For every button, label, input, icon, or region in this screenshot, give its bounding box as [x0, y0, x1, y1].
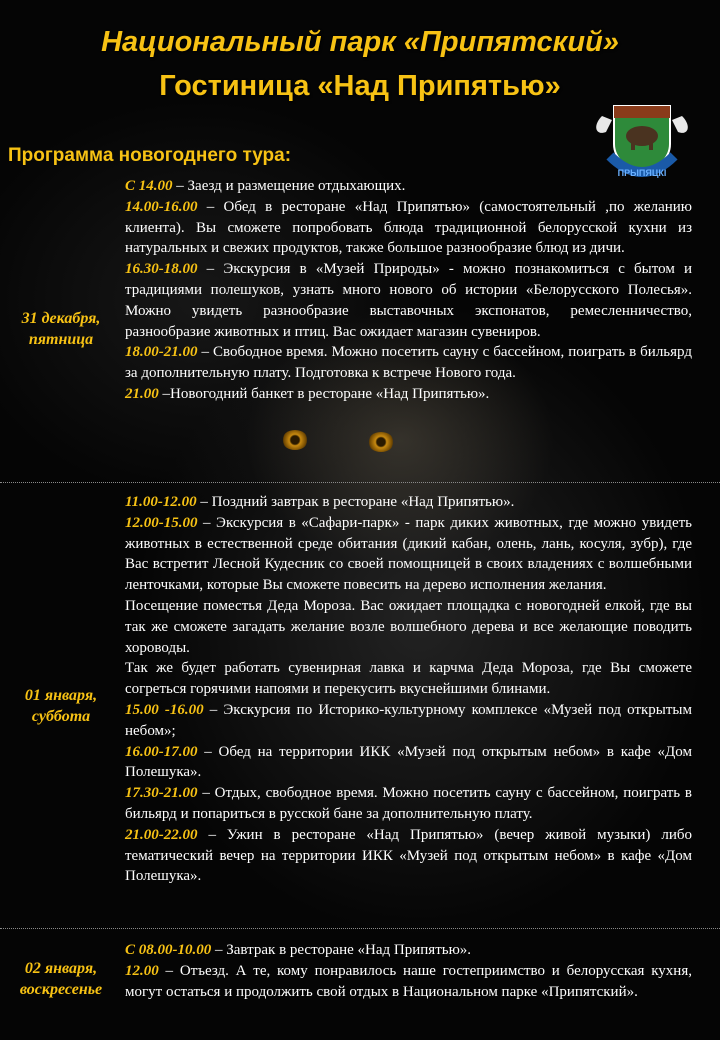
day-label-dec-31: 31 декабря, пятница: [21, 310, 101, 348]
schedule-entry: Посещение поместья Деда Мороза. Вас ожидает площадка с новогодней елкой, где вы так же сможете загадать желание возле волшебного дерева и все желающие поводить хороводы.: [125, 597, 692, 656]
schedule-entry: 21.00 –Новогодний банкет в ресторане «Над Припятью».: [125, 385, 490, 402]
program-subtitle: Программа новогоднего тура:: [8, 145, 292, 166]
day-block-dec-31: [125, 176, 692, 405]
schedule-entry: 17.30-21.00 – Отдых, свободное время. Можно посетить сауну с бассейном, поиграть в бильярд и попариться в русской бане за дополнительную плату.: [125, 785, 692, 822]
schedule-entry: 15.00 -16.00 – Экскурсия по Историко-культурному комплексе «Музей под открытым небом»;: [125, 701, 692, 739]
hotel-title: Гостиница «Над Припятью»: [159, 70, 561, 102]
svg-text:ПРЫПЯЦКІ: ПРЫПЯЦКІ: [617, 168, 667, 178]
schedule-entry: С 08.00-10.00 – Завтрак в ресторане «Над Припятью».: [125, 942, 472, 958]
schedule-entry: 11.00-12.00 – Поздний завтрак в ресторане «Над Припятью».: [125, 494, 515, 510]
day-label-jan-02: 02 января, воскресенье: [19, 960, 103, 998]
schedule-entry: 12.00 – Отъезд. А те, кому понравилось наше гостеприимство и белорусская кухня, могут остаться и продолжить свой отдых в Национальном парке «Припятский».: [125, 962, 692, 1000]
schedule-entry: 14.00-16.00 – Обед в ресторане «Над Припятью» (самостоятельный ,по желанию клиента). Вы сможете попробовать блюда традиционной белорусской кухни из натуральных и свежих продуктов, также большое разнообразие блюд из дичи.: [125, 198, 692, 257]
schedule-entry: С 14.00 – Заезд и размещение отдыхающих.: [125, 178, 406, 194]
day-block-jan-01: [125, 492, 692, 887]
schedule-entry: 16.00-17.00 – Обед на территории ИКК «Музей под открытым небом» в кафе «Дом Полешука».: [125, 743, 692, 781]
schedule-entry: Так же будет работать сувенирная лавка и карчма Деда Мороза, где Вы сможете согреться горячими напоями и перекусить вкуснейшими блинами.: [125, 660, 692, 698]
tiger-eye-left: [282, 430, 308, 450]
schedule-entry: 12.00-15.00 – Экскурсия в «Сафари-парк» - парк диких животных, где можно увидеть животных в естественной среде обитания (дикий кабан, олень, лань, косуля, зубр), где Вас встретит Лесной Кудесник со своей помощницей в своих владениях с волшебными ленточками, которые Вы сможете повесить на дерево исполнения желания.: [125, 514, 692, 594]
day-label-jan-01: 01 января, суббота: [24, 687, 98, 725]
day-separator: [0, 928, 720, 929]
national-park-emblem-icon: [592, 96, 692, 182]
day-block-jan-02: [125, 940, 692, 1002]
tiger-eye-right: [368, 432, 394, 452]
schedule-entry: 16.30-18.00 – Экскурсия в «Музей Природы» - можно познакомиться с бытом и традициями полешуков, узнать много нового об истории «Белорусского Полесья». Можно увидеть разнообразие выставочных экспонатов, ремесленничество, разнообразие животных и птиц. Вас ожидает магазин сувениров.: [125, 261, 692, 340]
schedule-entry: 18.00-21.00 – Свободное время. Можно посетить сауну с бассейном, поиграть в бильярд за дополнительную плату. Подготовка к встрече Нового года.: [125, 344, 692, 382]
schedule-entry: 21.00-22.00 – Ужин в ресторане «Над Припятью» (вечер живой музыки) либо тематический вечер на территории ИКК «Музей под открытым небом» в кафе «Дом Полешука».: [125, 826, 692, 885]
park-title: Национальный парк «Припятский»: [101, 26, 619, 58]
day-separator: [0, 482, 720, 483]
